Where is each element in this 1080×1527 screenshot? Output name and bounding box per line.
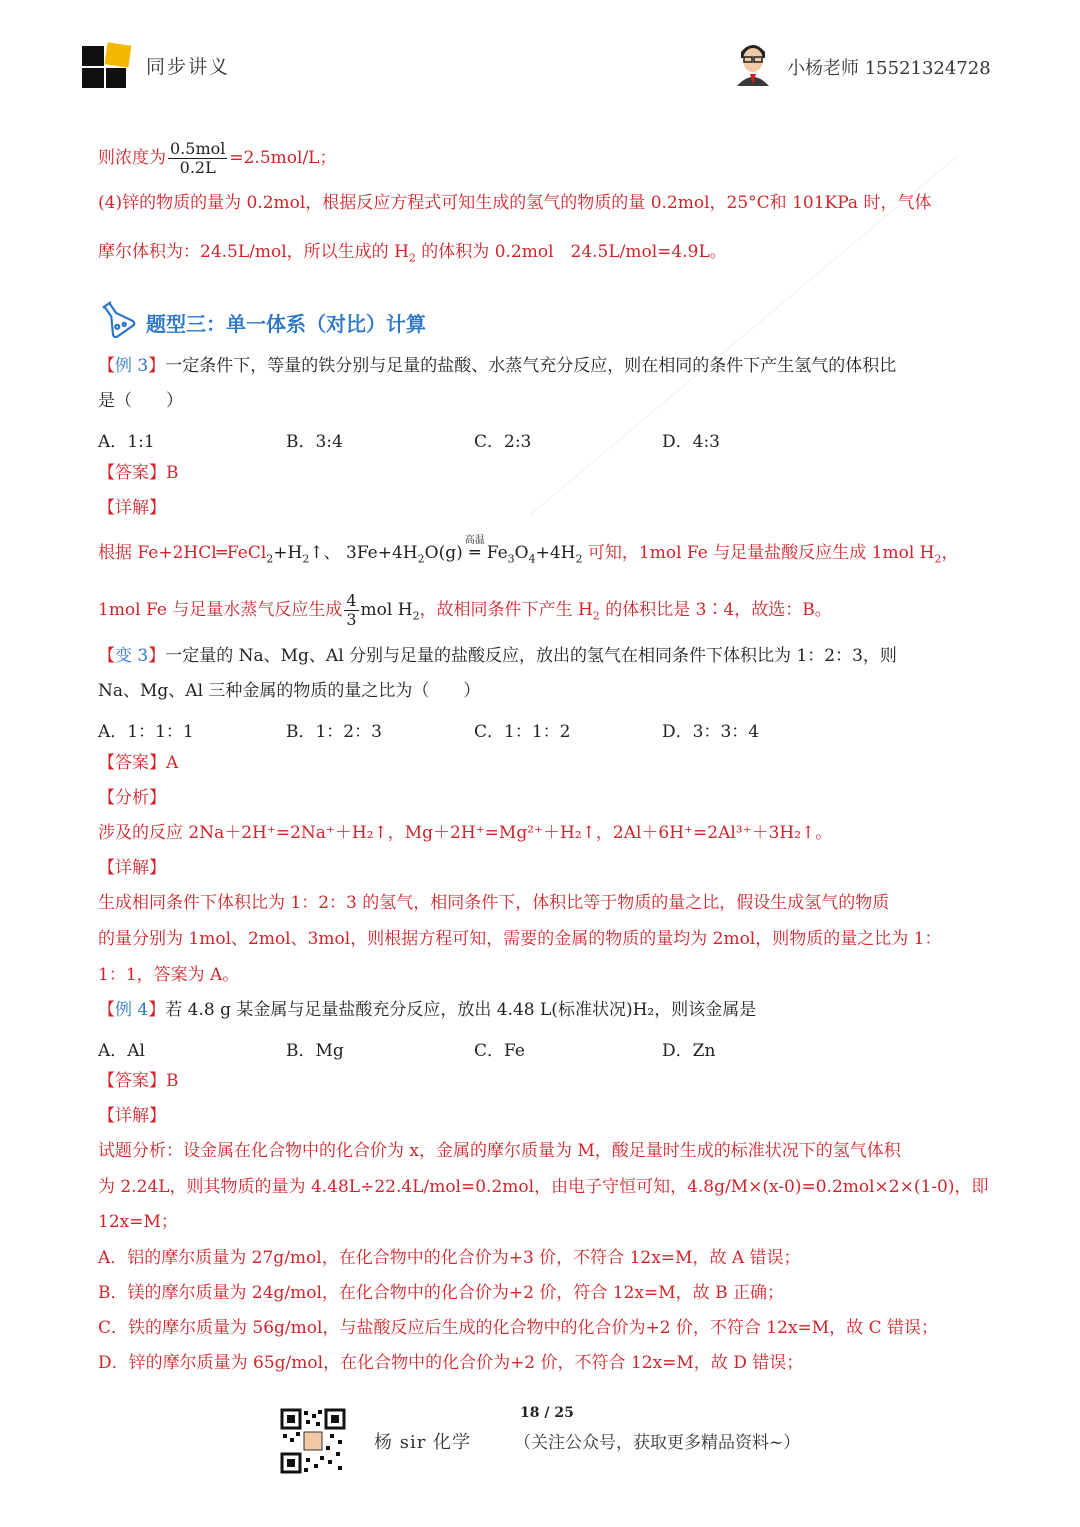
part4-line1: (4)锌的物质的量为 0.2mol，根据反应方程式可知生成的氢气的物质的量 0.2mol，25°C和 101KPa 时，气体 xyxy=(98,193,932,213)
ex3-answer-value: B xyxy=(166,463,179,483)
ex3-detail-label: 【详解】 xyxy=(98,498,166,518)
eq2-sub4: 2 xyxy=(575,552,583,566)
ex4-detail-line3: 12x=M； xyxy=(98,1212,178,1232)
var3-answer: 【答案】A xyxy=(98,753,179,773)
ex3-option-a: A．1:1 xyxy=(98,432,155,452)
ex3-label: 【例 3】 xyxy=(98,356,166,376)
eq2-sub2: 3 xyxy=(507,552,515,566)
ex4-option-a: A．Al xyxy=(98,1041,145,1061)
part4-line2-a: 摩尔体积为：24.5L/mol，所以生成的 H xyxy=(98,242,409,262)
var3-detail-line1: 生成相同条件下体积比为 1：2：3 的氢气，相同条件下，体积比等于物质的量之比，假设生成氢气的物质 xyxy=(98,893,890,913)
qr-code xyxy=(280,1408,346,1474)
eq1-c: ↑、 xyxy=(309,543,341,563)
eq2-sub: 2 xyxy=(417,552,425,566)
conc-num: 0.5mol xyxy=(170,139,226,158)
ex4-opt-a-explain: A．铝的摩尔质量为 27g/mol，在化合物中的化合价为+3 价，不符合 12x=M，故 A 错误； xyxy=(98,1248,801,1268)
var3-detail-line3: 1：1，答案为 A。 xyxy=(98,965,240,985)
eq2-f: 可知， xyxy=(582,543,639,563)
logo xyxy=(80,42,136,90)
eq1-sub: 2 xyxy=(266,552,274,566)
eq2-arrow: 高温 ═ xyxy=(463,542,487,564)
eq1-text: 根据 Fe+2HCl═FeCl xyxy=(98,543,267,563)
ex4-question-text: 若 4.8 g 某金属与足量盐酸充分反应，放出 4.48 L(标准状况)H₂，则该金属是 xyxy=(165,1000,757,1020)
flask-icon xyxy=(96,298,136,338)
concentration-line xyxy=(98,138,336,178)
l2-sub: 2 xyxy=(412,609,420,623)
page-number: 18 / 25 xyxy=(520,1405,574,1421)
var3-question-line1 xyxy=(98,645,897,667)
ex3-option-b: B．3:4 xyxy=(286,432,343,452)
ex3-answer: 【答案】B xyxy=(98,463,179,483)
var3-question-line2: Na、Mg、Al 三种金属的物质的量之比为（ ） xyxy=(98,681,481,701)
eq2-b: O(g) xyxy=(424,543,463,563)
var3-analysis-label: 【分析】 xyxy=(98,788,166,808)
ex3-option-c: C．2:3 xyxy=(474,432,532,452)
ex3-question-line2: 是（ ） xyxy=(98,391,183,411)
eq1-b: +H xyxy=(273,543,303,563)
ex3-question-line1 xyxy=(98,355,896,377)
part4-line2-sub: 2 xyxy=(408,251,416,265)
l2-b: mol H xyxy=(360,600,413,620)
eq2-sub5: 2 xyxy=(934,552,942,566)
var3-label: 【变 3】 xyxy=(98,646,166,666)
conc-suffix: =2.5mol/L； xyxy=(229,148,337,168)
l2-num: 4 xyxy=(346,591,357,610)
var3-detail-label: 【详解】 xyxy=(98,858,166,878)
eq2-a: 3Fe+4H xyxy=(346,543,418,563)
ex4-question xyxy=(98,999,756,1021)
eq1-sub2: 2 xyxy=(302,552,310,566)
l2-d: 的体积比是 3∶4，故选：B。 xyxy=(599,600,832,620)
ex4-option-b: B．Mg xyxy=(286,1041,344,1061)
l2-sub2: 2 xyxy=(592,609,600,623)
eq2-condition: 高温 xyxy=(464,535,485,546)
var3-option-c: C．1：1：2 xyxy=(474,722,571,742)
l2-c: ，故相同条件下产生 H xyxy=(419,600,593,620)
var3-answer-value: A xyxy=(166,753,179,773)
var3-option-d: D．3：3：4 xyxy=(662,722,760,742)
conc-den: 0.2L xyxy=(179,158,216,177)
ex4-answer-value: B xyxy=(166,1071,179,1091)
ex4-option-c: C．Fe xyxy=(474,1041,525,1061)
var3-option-b: B．1：2：3 xyxy=(286,722,382,742)
part4-line2-b: 的体积为 0.2mol 24.5L/mol=4.9L。 xyxy=(415,242,727,262)
teacher-avatar xyxy=(733,38,773,86)
conc-fraction xyxy=(168,140,227,177)
ex4-opt-d-explain: D．锌的摩尔质量为 65g/mol，在化合物中的化合价为+2 价，不符合 12x=M，故 D 错误； xyxy=(98,1353,804,1373)
eq2-e: +4H xyxy=(535,543,576,563)
eq2-c: Fe xyxy=(486,543,508,563)
eq2-g: 1mol Fe 与足量盐酸反应生成 1mol H xyxy=(638,543,935,563)
eq2-d: O xyxy=(514,543,529,563)
ex3-question-text: 一定条件下，等量的铁分别与足量的盐酸、水蒸气充分反应，则在相同的条件下产生氢气的体积比 xyxy=(165,356,897,376)
ex3-option-d: D．4:3 xyxy=(662,432,720,452)
l2-den: 3 xyxy=(346,610,357,629)
ex4-opt-c-explain: C．铁的摩尔质量为 56g/mol，与盐酸反应后生成的化合物中的化合价为+2 价，不符合 12x=M，故 C 错误； xyxy=(98,1318,938,1338)
ex3-equation-line xyxy=(98,535,959,570)
l2-a: 1mol Fe 与足量水蒸气反应生成 xyxy=(98,600,343,620)
header-title: 同步讲义 xyxy=(146,56,231,78)
ex4-detail-line2: 为 2.24L，则其物质的量为 4.48L÷22.4L/mol=0.2mol，由电子守恒可知，4.8g/M×(x-0)=0.2mol×2×(1-0)，即 xyxy=(98,1177,989,1197)
eq2-sub3: 4 xyxy=(528,552,536,566)
footer-note: （关注公众号，获取更多精品资料~） xyxy=(514,1433,801,1453)
eq2-h: ， xyxy=(941,543,959,563)
ex4-opt-b-explain: B．镁的摩尔质量为 24g/mol，在化合物中的化合价为+2 价，符合 12x=M，故 B 正确； xyxy=(98,1283,784,1303)
ex3-detail-line2 xyxy=(98,590,832,636)
ex4-label: 【例 4】 xyxy=(98,1000,166,1020)
part4-line2 xyxy=(98,241,727,269)
ex4-answer: 【答案】B xyxy=(98,1071,179,1091)
var3-option-a: A．1：1：1 xyxy=(98,722,194,742)
l2-fraction xyxy=(344,592,358,629)
ex4-option-d: D．Zn xyxy=(662,1041,716,1061)
ex4-detail-line1: 试题分析：设金属在化合物中的化合价为 x，金属的摩尔质量为 M，酸足量时生成的标准状况下的氢气体积 xyxy=(98,1141,901,1161)
section-title: 题型三：单一体系（对比）计算 xyxy=(146,312,426,336)
teacher-contact: 小杨老师 15521324728 xyxy=(787,58,991,79)
ex4-detail-label: 【详解】 xyxy=(98,1106,166,1126)
conc-prefix: 则浓度为 xyxy=(98,148,166,168)
var3-detail-line2: 的量分别为 1mol、2mol、3mol，则根据方程可知，需要的金属的物质的量均为 2mol，则物质的量之比为 1： xyxy=(98,929,942,949)
var3-question-text: 一定量的 Na、Mg、Al 分别与足量的盐酸反应，放出的氢气在相同条件下体积比为 1：2：3，则 xyxy=(165,646,897,666)
footer-brand: 杨 sir 化学 xyxy=(374,1432,472,1453)
var3-analysis: 涉及的反应 2Na＋2H⁺=2Na⁺＋H₂↑，Mg＋2H⁺=Mg²⁺＋H₂↑，2Al＋6H⁺=2Al³⁺＋3H₂↑。 xyxy=(98,823,833,843)
